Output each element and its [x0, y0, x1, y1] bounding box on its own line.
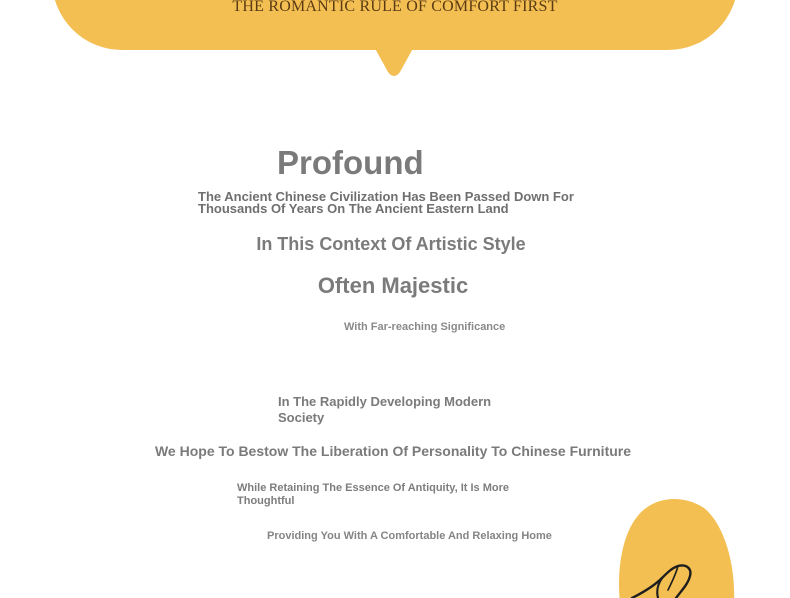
antiquity-line: While Retaining The Essence Of Antiquity, It Is More Thoughtful	[237, 482, 509, 507]
banner-bubble-tail	[366, 32, 422, 76]
modern-society-line: In The Rapidly Developing Modern Society	[278, 394, 492, 425]
banner-text: THE ROMANTIC RULE OF COMFORT FIRST	[232, 0, 558, 15]
significance-line: With Far-reaching Significance	[344, 321, 506, 333]
liberation-line: We Hope To Bestow The Liberation Of Personality To Chinese Furniture	[154, 443, 632, 459]
lamp-illustration-icon	[610, 494, 740, 598]
section-title: Profound	[277, 144, 424, 181]
description-text: The Ancient Chinese Civilization Has Been Passed Down For Thousands Of Years On The Ancient Eastern Land	[198, 189, 574, 216]
home-line: Providing You With A Comfortable And Relaxing Home	[267, 530, 552, 542]
majestic-line: Often Majestic	[317, 273, 469, 298]
context-line: In This Context Of Artistic Style	[256, 234, 526, 254]
